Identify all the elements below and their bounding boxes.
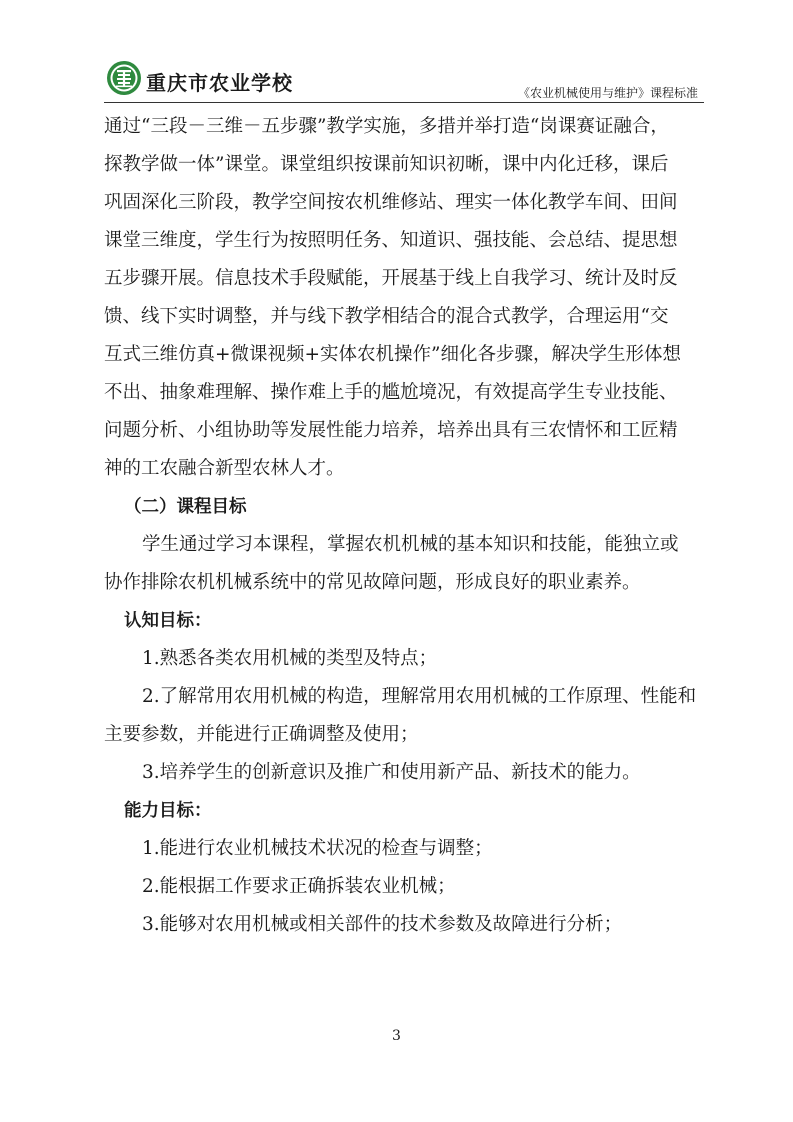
list-item-continuation: 主要参数，并能进行正确调整及使用； — [104, 724, 419, 745]
paragraph-line: 五步骤开展。信息技术手段赋能，开展基于线上自我学习、统计及时反 — [104, 268, 678, 289]
list-item: 2.能根据工作要求正确拆装农业机械； — [142, 876, 456, 897]
list-item: 1.能进行农业机械技术状况的检查与调整； — [142, 838, 493, 859]
paragraph-line: 课堂三维度，学生行为按照明任务、知道识、强技能、会总结、提思想 — [104, 230, 678, 251]
cognitive-objectives-heading: 认知目标： — [124, 611, 212, 631]
list-item: 2.了解常用农用机械的构造，理解常用农用机械的工作原理、性能和 — [142, 686, 697, 707]
paragraph-line: 馈、线下实时调整，并与线下教学相结合的混合式教学，合理运用“交 — [104, 306, 669, 327]
document-title: 《农业机械使用与维护》课程标准 — [517, 86, 698, 100]
school-name: 重庆市农业学校 — [146, 71, 293, 95]
school-logo-icon — [106, 60, 142, 96]
paragraph-line: 协作排除农机机械系统中的常见故障问题，形成良好的职业素养。 — [104, 572, 641, 593]
paragraph-line: 互式三维仿真+微课视频+实体农机操作”细化各步骤，解决学生形体想 — [104, 344, 681, 365]
list-item: 1.熟悉各类农用机械的类型及特点； — [142, 648, 438, 669]
paragraph-line: 神的工农融合新型农林人才。 — [104, 458, 345, 479]
section-heading-course-objectives: （二）课程目标 — [124, 497, 247, 517]
paragraph-line: 巩固深化三阶段，教学空间按农机维修站、理实一体化教学车间、田间 — [104, 192, 678, 213]
list-item: 3.培养学生的创新意识及推广和使用新产品、新技术的能力。 — [142, 762, 641, 783]
paragraph-line: 问题分析、小组协助等发展性能力培养，培养出具有三农情怀和工匠精 — [104, 420, 678, 441]
ability-objectives-heading: 能力目标： — [124, 801, 212, 821]
list-item: 3.能够对农用机械或相关部件的技术参数及故障进行分析； — [142, 914, 623, 935]
page-body — [104, 108, 704, 944]
paragraph-line: 不出、抽象难理解、操作难上手的尴尬境况，有效提高学生专业技能、 — [104, 382, 678, 403]
header-divider — [104, 102, 704, 103]
paragraph-line: 探教学做一体”课堂。课堂组织按课前知识初晰，课中内化迁移，课后 — [104, 154, 669, 175]
paragraph-line: 通过“三段－三维－五步骤”教学实施，多措并举打造“岗课赛证融合， — [104, 116, 669, 137]
paragraph-line: 学生通过学习本课程，掌握农机机械的基本知识和技能，能独立或 — [142, 534, 679, 555]
page-number: 3 — [392, 1028, 401, 1044]
page-header — [104, 60, 704, 102]
